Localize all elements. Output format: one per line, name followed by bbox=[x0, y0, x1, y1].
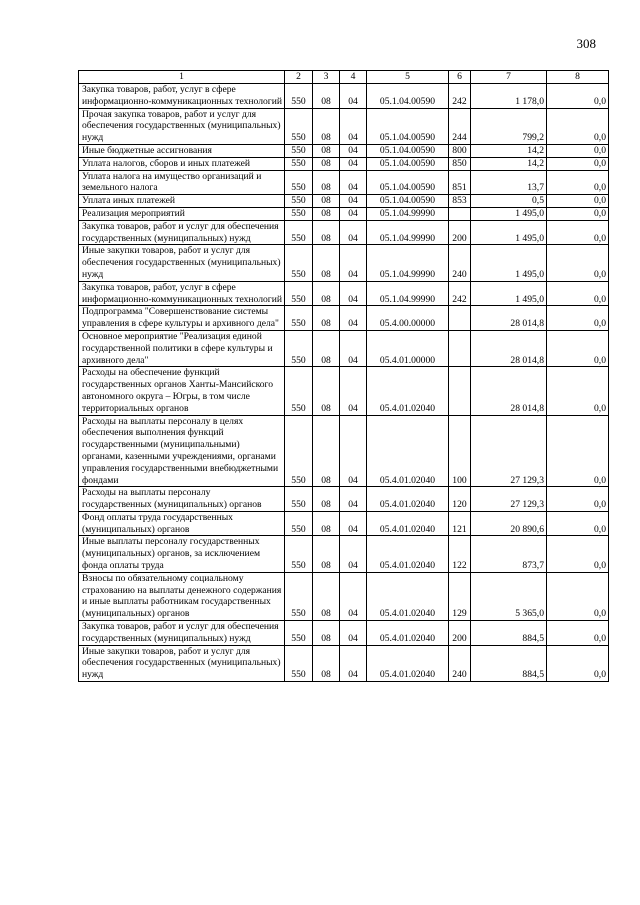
amount-secondary-cell: 0,0 bbox=[547, 220, 609, 245]
section-code-cell: 08 bbox=[313, 306, 340, 331]
amount-secondary-cell: 0,0 bbox=[547, 195, 609, 208]
target-article-cell: 05.4.01.02040 bbox=[367, 487, 449, 512]
expense-type-cell: 242 bbox=[449, 281, 471, 306]
section-code-cell: 08 bbox=[313, 157, 340, 170]
section-code-cell: 08 bbox=[313, 144, 340, 157]
table-row bbox=[79, 84, 609, 109]
target-article-cell: 05.1.04.00590 bbox=[367, 157, 449, 170]
target-article-cell: 05.4.01.02040 bbox=[367, 536, 449, 572]
row-name-cell: Закупка товаров, работ, услуг в сфере информационно-коммуникационных технологий bbox=[79, 281, 285, 306]
target-article-cell: 05.4.01.00000 bbox=[367, 330, 449, 366]
row-name-cell: Реализация мероприятий bbox=[79, 207, 285, 220]
expense-type-cell: 200 bbox=[449, 621, 471, 646]
amount-secondary-cell: 0,0 bbox=[547, 84, 609, 109]
row-name-cell: Расходы на выплаты персоналу в целях обеспечения выполнения функций государственными (муниципальными) органами, казенными учреждениями, органами управления государственными внебюджетными фондами bbox=[79, 415, 285, 487]
row-name-cell: Иные выплаты персоналу государственных (муниципальных) органов, за исключением фонда оплаты труда bbox=[79, 536, 285, 572]
table-row bbox=[79, 157, 609, 170]
subsection-code-cell: 04 bbox=[340, 306, 367, 331]
target-article-cell: 05.1.04.00590 bbox=[367, 84, 449, 109]
subsection-code-cell: 04 bbox=[340, 367, 367, 415]
gr-code-cell: 550 bbox=[285, 511, 313, 536]
subsection-code-cell: 04 bbox=[340, 330, 367, 366]
amount-cell: 1 495,0 bbox=[471, 207, 547, 220]
gr-code-cell: 550 bbox=[285, 572, 313, 620]
amount-cell: 799,2 bbox=[471, 108, 547, 144]
table-row bbox=[79, 170, 609, 195]
table-row bbox=[79, 220, 609, 245]
table-row bbox=[79, 108, 609, 144]
expense-type-cell: 100 bbox=[449, 415, 471, 487]
amount-cell: 1 495,0 bbox=[471, 220, 547, 245]
row-name-cell: Фонд оплаты труда государственных (муниципальных) органов bbox=[79, 511, 285, 536]
target-article-cell: 05.1.04.00590 bbox=[367, 144, 449, 157]
gr-code-cell: 550 bbox=[285, 487, 313, 512]
gr-code-cell: 550 bbox=[285, 245, 313, 281]
subsection-code-cell: 04 bbox=[340, 144, 367, 157]
row-name-cell: Закупка товаров, работ и услуг для обеспечения государственных (муниципальных) нужд bbox=[79, 220, 285, 245]
subsection-code-cell: 04 bbox=[340, 170, 367, 195]
subsection-code-cell: 04 bbox=[340, 487, 367, 512]
column-header: 7 bbox=[471, 71, 547, 84]
expense-type-cell: 851 bbox=[449, 170, 471, 195]
table-row bbox=[79, 330, 609, 366]
expense-type-cell: 850 bbox=[449, 157, 471, 170]
row-name-cell: Иные закупки товаров, работ и услуг для обеспечения государственных (муниципальных) нужд bbox=[79, 645, 285, 681]
expense-type-cell: 122 bbox=[449, 536, 471, 572]
subsection-code-cell: 04 bbox=[340, 84, 367, 109]
column-header: 6 bbox=[449, 71, 471, 84]
row-name-cell: Расходы на выплаты персоналу государственных (муниципальных) органов bbox=[79, 487, 285, 512]
table-row bbox=[79, 281, 609, 306]
gr-code-cell: 550 bbox=[285, 415, 313, 487]
expense-type-cell bbox=[449, 330, 471, 366]
table-row bbox=[79, 645, 609, 681]
amount-secondary-cell: 0,0 bbox=[547, 536, 609, 572]
section-code-cell: 08 bbox=[313, 367, 340, 415]
section-code-cell: 08 bbox=[313, 108, 340, 144]
row-name-cell: Уплата иных платежей bbox=[79, 195, 285, 208]
table-row bbox=[79, 306, 609, 331]
subsection-code-cell: 04 bbox=[340, 108, 367, 144]
gr-code-cell: 550 bbox=[285, 170, 313, 195]
amount-secondary-cell: 0,0 bbox=[547, 157, 609, 170]
target-article-cell: 05.4.01.02040 bbox=[367, 367, 449, 415]
section-code-cell: 08 bbox=[313, 487, 340, 512]
table-row bbox=[79, 144, 609, 157]
amount-secondary-cell: 0,0 bbox=[547, 572, 609, 620]
amount-cell: 14,2 bbox=[471, 157, 547, 170]
column-header: 8 bbox=[547, 71, 609, 84]
row-name-cell: Взносы по обязательному социальному страхованию на выплаты денежного содержания и иные выплаты работникам государственных (муниципальных) органов bbox=[79, 572, 285, 620]
target-article-cell: 05.4.01.02040 bbox=[367, 415, 449, 487]
section-code-cell: 08 bbox=[313, 536, 340, 572]
amount-secondary-cell: 0,0 bbox=[547, 645, 609, 681]
target-article-cell: 05.1.04.99990 bbox=[367, 245, 449, 281]
amount-secondary-cell: 0,0 bbox=[547, 367, 609, 415]
table-row bbox=[79, 511, 609, 536]
amount-cell: 5 365,0 bbox=[471, 572, 547, 620]
section-code-cell: 08 bbox=[313, 572, 340, 620]
expense-type-cell: 240 bbox=[449, 645, 471, 681]
amount-cell: 884,5 bbox=[471, 621, 547, 646]
table-row bbox=[79, 367, 609, 415]
amount-cell: 13,7 bbox=[471, 170, 547, 195]
amount-secondary-cell: 0,0 bbox=[547, 144, 609, 157]
amount-secondary-cell: 0,0 bbox=[547, 511, 609, 536]
row-name-cell: Уплата налогов, сборов и иных платежей bbox=[79, 157, 285, 170]
expense-type-cell: 129 bbox=[449, 572, 471, 620]
gr-code-cell: 550 bbox=[285, 207, 313, 220]
expense-type-cell: 121 bbox=[449, 511, 471, 536]
amount-secondary-cell: 0,0 bbox=[547, 306, 609, 331]
gr-code-cell: 550 bbox=[285, 330, 313, 366]
amount-cell: 27 129,3 bbox=[471, 487, 547, 512]
row-name-cell: Иные бюджетные ассигнования bbox=[79, 144, 285, 157]
subsection-code-cell: 04 bbox=[340, 195, 367, 208]
amount-secondary-cell: 0,0 bbox=[547, 207, 609, 220]
row-name-cell: Закупка товаров, работ, услуг в сфере информационно-коммуникационных технологий bbox=[79, 84, 285, 109]
target-article-cell: 05.4.01.02040 bbox=[367, 645, 449, 681]
row-name-cell: Уплата налога на имущество организаций и земельного налога bbox=[79, 170, 285, 195]
row-name-cell: Подпрограмма "Совершенствование системы управления в сфере культуры и архивного дела" bbox=[79, 306, 285, 331]
amount-secondary-cell: 0,0 bbox=[547, 621, 609, 646]
expense-type-cell bbox=[449, 367, 471, 415]
gr-code-cell: 550 bbox=[285, 195, 313, 208]
table-row bbox=[79, 195, 609, 208]
expense-type-cell: 200 bbox=[449, 220, 471, 245]
section-code-cell: 08 bbox=[313, 207, 340, 220]
subsection-code-cell: 04 bbox=[340, 536, 367, 572]
gr-code-cell: 550 bbox=[285, 84, 313, 109]
target-article-cell: 05.1.04.00590 bbox=[367, 195, 449, 208]
amount-cell: 873,7 bbox=[471, 536, 547, 572]
amount-cell: 28 014,8 bbox=[471, 306, 547, 331]
column-header: 5 bbox=[367, 71, 449, 84]
subsection-code-cell: 04 bbox=[340, 281, 367, 306]
expense-type-cell: 120 bbox=[449, 487, 471, 512]
section-code-cell: 08 bbox=[313, 415, 340, 487]
target-article-cell: 05.4.01.02040 bbox=[367, 621, 449, 646]
table-row bbox=[79, 536, 609, 572]
table-row bbox=[79, 207, 609, 220]
amount-cell: 884,5 bbox=[471, 645, 547, 681]
section-code-cell: 08 bbox=[313, 511, 340, 536]
expense-type-cell: 242 bbox=[449, 84, 471, 109]
gr-code-cell: 550 bbox=[285, 645, 313, 681]
expense-type-cell bbox=[449, 207, 471, 220]
gr-code-cell: 550 bbox=[285, 367, 313, 415]
section-code-cell: 08 bbox=[313, 170, 340, 195]
amount-secondary-cell: 0,0 bbox=[547, 487, 609, 512]
subsection-code-cell: 04 bbox=[340, 245, 367, 281]
subsection-code-cell: 04 bbox=[340, 621, 367, 646]
amount-cell: 28 014,8 bbox=[471, 367, 547, 415]
expense-type-cell: 853 bbox=[449, 195, 471, 208]
section-code-cell: 08 bbox=[313, 645, 340, 681]
amount-cell: 0,5 bbox=[471, 195, 547, 208]
section-code-cell: 08 bbox=[313, 84, 340, 109]
table-row bbox=[79, 572, 609, 620]
target-article-cell: 05.4.01.02040 bbox=[367, 511, 449, 536]
section-code-cell: 08 bbox=[313, 621, 340, 646]
column-header: 2 bbox=[285, 71, 313, 84]
expense-type-cell: 800 bbox=[449, 144, 471, 157]
subsection-code-cell: 04 bbox=[340, 207, 367, 220]
target-article-cell: 05.4.01.02040 bbox=[367, 572, 449, 620]
page-number: 308 bbox=[576, 36, 596, 51]
amount-secondary-cell: 0,0 bbox=[547, 108, 609, 144]
amount-secondary-cell: 0,0 bbox=[547, 415, 609, 487]
gr-code-cell: 550 bbox=[285, 536, 313, 572]
section-code-cell: 08 bbox=[313, 245, 340, 281]
gr-code-cell: 550 bbox=[285, 281, 313, 306]
column-header: 4 bbox=[340, 71, 367, 84]
section-code-cell: 08 bbox=[313, 330, 340, 366]
subsection-code-cell: 04 bbox=[340, 157, 367, 170]
subsection-code-cell: 04 bbox=[340, 645, 367, 681]
row-name-cell: Прочая закупка товаров, работ и услуг для обеспечения государственных (муниципальных) нужд bbox=[79, 108, 285, 144]
budget-table bbox=[78, 70, 609, 682]
row-name-cell: Иные закупки товаров, работ и услуг для обеспечения государственных (муниципальных) нужд bbox=[79, 245, 285, 281]
column-header: 1 bbox=[79, 71, 285, 84]
target-article-cell: 05.1.04.99990 bbox=[367, 207, 449, 220]
row-name-cell: Закупка товаров, работ и услуг для обеспечения государственных (муниципальных) нужд bbox=[79, 621, 285, 646]
gr-code-cell: 550 bbox=[285, 220, 313, 245]
expense-type-cell: 244 bbox=[449, 108, 471, 144]
table-row bbox=[79, 415, 609, 487]
amount-cell: 20 890,6 bbox=[471, 511, 547, 536]
table-row bbox=[79, 245, 609, 281]
row-name-cell: Расходы на обеспечение функций государственных органов Ханты-Мансийского автономного округа – Югры, в том числе территориальных органов bbox=[79, 367, 285, 415]
expense-type-cell: 240 bbox=[449, 245, 471, 281]
expense-type-cell bbox=[449, 306, 471, 331]
amount-cell: 28 014,8 bbox=[471, 330, 547, 366]
gr-code-cell: 550 bbox=[285, 621, 313, 646]
amount-cell: 1 178,0 bbox=[471, 84, 547, 109]
gr-code-cell: 550 bbox=[285, 108, 313, 144]
subsection-code-cell: 04 bbox=[340, 415, 367, 487]
amount-cell: 14,2 bbox=[471, 144, 547, 157]
amount-cell: 1 495,0 bbox=[471, 245, 547, 281]
table-row bbox=[79, 487, 609, 512]
target-article-cell: 05.1.04.00590 bbox=[367, 170, 449, 195]
section-code-cell: 08 bbox=[313, 220, 340, 245]
section-code-cell: 08 bbox=[313, 281, 340, 306]
column-header: 3 bbox=[313, 71, 340, 84]
subsection-code-cell: 04 bbox=[340, 511, 367, 536]
subsection-code-cell: 04 bbox=[340, 572, 367, 620]
target-article-cell: 05.4.00.00000 bbox=[367, 306, 449, 331]
gr-code-cell: 550 bbox=[285, 157, 313, 170]
target-article-cell: 05.1.04.00590 bbox=[367, 108, 449, 144]
amount-secondary-cell: 0,0 bbox=[547, 245, 609, 281]
amount-secondary-cell: 0,0 bbox=[547, 330, 609, 366]
gr-code-cell: 550 bbox=[285, 144, 313, 157]
amount-secondary-cell: 0,0 bbox=[547, 170, 609, 195]
amount-secondary-cell: 0,0 bbox=[547, 281, 609, 306]
table-header-row bbox=[79, 71, 609, 84]
section-code-cell: 08 bbox=[313, 195, 340, 208]
target-article-cell: 05.1.04.99990 bbox=[367, 281, 449, 306]
gr-code-cell: 550 bbox=[285, 306, 313, 331]
row-name-cell: Основное мероприятие "Реализация единой государственной политики в сфере культуры и архивного дела" bbox=[79, 330, 285, 366]
amount-cell: 1 495,0 bbox=[471, 281, 547, 306]
amount-cell: 27 129,3 bbox=[471, 415, 547, 487]
target-article-cell: 05.1.04.99990 bbox=[367, 220, 449, 245]
subsection-code-cell: 04 bbox=[340, 220, 367, 245]
table-row bbox=[79, 621, 609, 646]
